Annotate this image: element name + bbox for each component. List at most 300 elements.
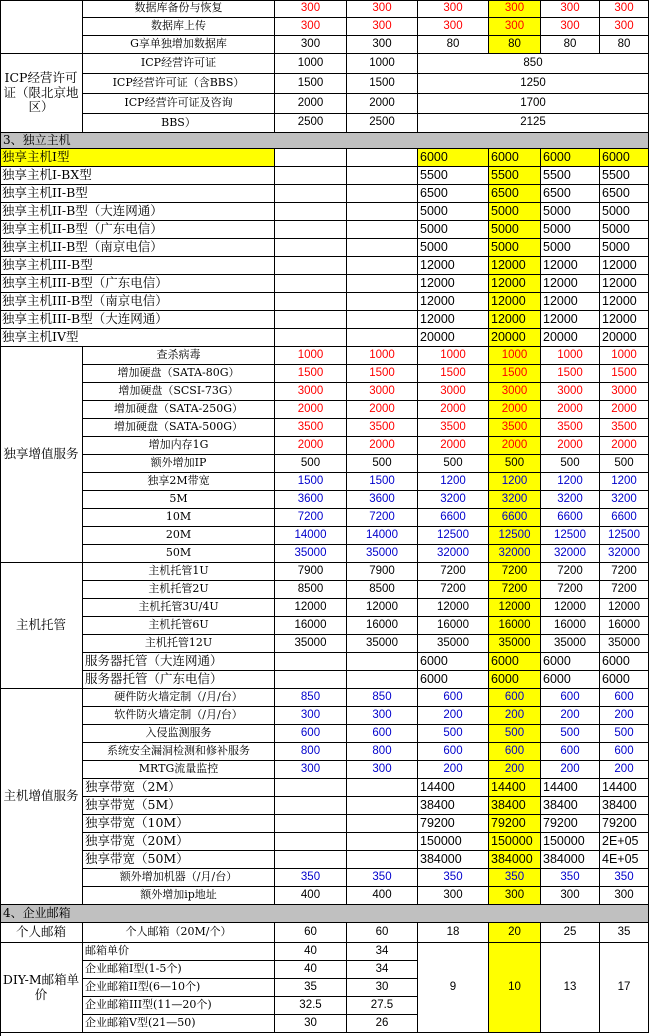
empty-cell [347,149,418,167]
price-cell: 12500 [489,527,541,545]
price-cell: 6000 [418,653,489,671]
price-cell: 500 [418,455,489,473]
price-cell: 3000 [489,383,541,401]
price-cell: 300 [418,887,489,905]
price-cell: 2000 [541,437,600,455]
price-cell: 16000 [541,617,600,635]
price-cell: 300 [347,36,418,54]
row-label: 增加硬盘（SATA-250G） [83,401,275,419]
empty-cell [347,329,418,347]
price-cell: 5000 [541,203,600,221]
empty-cell [347,239,418,257]
row-label: 独享主机III-B型（大连网通） [0,311,275,329]
price-cell: 3000 [541,383,600,401]
price-cell: 300 [347,761,418,779]
price-cell: 350 [600,869,649,887]
empty-cell [275,329,347,347]
price-cell: 800 [275,743,347,761]
price-cell: 150000 [489,833,541,851]
price-cell: 6000 [489,149,541,167]
price-cell: 30 [275,1015,347,1033]
empty-cell [347,851,418,869]
price-cell: 1000 [275,347,347,365]
price-cell: 8500 [275,581,347,599]
price-cell: 7200 [600,581,649,599]
price-cell: 1000 [418,347,489,365]
group-label-host-value-added: 主机增值服务 [0,689,83,905]
price-cell: 300 [541,887,600,905]
row-label: 独享带宽（20M） [83,833,275,851]
price-cell: 800 [347,743,418,761]
price-cell: 200 [600,761,649,779]
price-cell: 200 [418,761,489,779]
row-label: 额外增加ip地址 [83,887,275,905]
row-label: BBS） [83,114,275,133]
price-cell: 35000 [489,635,541,653]
price-cell: 3500 [275,419,347,437]
price-cell: 7200 [418,581,489,599]
price-cell: 150000 [418,833,489,851]
price-cell: 400 [275,887,347,905]
price-cell: 500 [600,455,649,473]
empty-cell [347,797,418,815]
price-cell: 2500 [347,114,418,133]
row-label: 增加硬盘（SATA-500G） [83,419,275,437]
price-cell: 300 [347,707,418,725]
price-cell: 6600 [541,509,600,527]
price-cell: 4E+05 [600,851,649,869]
price-cell: 34 [347,961,418,979]
row-label: 独享带宽（2M） [83,779,275,797]
row-label: 独享主机I型 [0,149,275,167]
price-cell: 850 [347,689,418,707]
price-cell: 12000 [541,599,600,617]
price-cell: 18 [418,923,489,943]
price-cell: 14400 [600,779,649,797]
price-cell: 16000 [418,617,489,635]
price-cell: 2000 [275,437,347,455]
price-cell: 500 [600,725,649,743]
empty-cell [275,851,347,869]
price-cell: 12000 [541,311,600,329]
price-cell: 500 [541,725,600,743]
group-label-icp: ICP经营许可证（限北京地区） [0,54,83,133]
price-cell: 6500 [541,185,600,203]
price-cell: 3500 [347,419,418,437]
price-cell: 300 [489,887,541,905]
price-cell: 1500 [418,365,489,383]
price-cell: 1500 [347,74,418,94]
price-cell: 32000 [418,545,489,563]
price-cell: 79200 [600,815,649,833]
price-cell: 200 [541,707,600,725]
price-cell: 350 [489,869,541,887]
price-cell: 1000 [489,347,541,365]
group-label-personal-mail: 个人邮箱 [0,923,83,943]
price-cell: 500 [489,725,541,743]
price-cell: 14400 [541,779,600,797]
price-cell: 300 [541,18,600,36]
price-cell: 7200 [275,509,347,527]
price-cell: 2000 [347,437,418,455]
row-label: 企业邮箱V型(21—50) [83,1015,275,1033]
empty-cell [347,833,418,851]
price-cell: 600 [489,689,541,707]
price-cell: 5000 [600,239,649,257]
price-cell: 12000 [600,257,649,275]
price-cell: 3500 [541,419,600,437]
row-label: 企业邮箱III型(11—20个) [83,997,275,1015]
diy-merged-price: 9 [418,943,489,1033]
price-cell: 5500 [541,167,600,185]
price-cell: 12000 [418,275,489,293]
price-cell: 350 [418,869,489,887]
price-cell: 6000 [600,149,649,167]
price-cell: 1000 [600,347,649,365]
price-cell: 3000 [275,383,347,401]
price-cell: 5000 [600,203,649,221]
price-cell: 6000 [489,671,541,689]
price-cell: 5000 [489,239,541,257]
row-label: 独享主机III-B型（南京电信） [0,293,275,311]
row-label: 增加硬盘（SCSI-73G） [83,383,275,401]
empty-cell [275,203,347,221]
price-cell: 600 [418,743,489,761]
row-label: 数据库备份与恢复 [83,0,275,18]
price-cell: 12000 [541,293,600,311]
price-cell: 2000 [347,401,418,419]
row-label: 50M [83,545,275,563]
price-cell: 2500 [275,114,347,133]
price-cell: 5000 [541,221,600,239]
row-label: 独享主机II-B型（南京电信） [0,239,275,257]
price-cell: 12000 [541,257,600,275]
price-cell: 1200 [600,473,649,491]
price-cell: 5500 [489,167,541,185]
price-cell: 35000 [347,545,418,563]
price-cell: 5000 [489,203,541,221]
price-cell: 80 [600,36,649,54]
price-cell: 14400 [489,779,541,797]
price-cell: 3600 [275,491,347,509]
price-cell: 2000 [489,437,541,455]
price-cell: 12000 [600,293,649,311]
row-label: MRTG流量监控 [83,761,275,779]
price-cell: 1500 [600,365,649,383]
merged-price-cell: 1250 [418,74,649,94]
price-cell: 60 [275,923,347,943]
price-cell: 80 [418,36,489,54]
price-cell: 600 [541,743,600,761]
price-cell: 14400 [418,779,489,797]
price-cell: 2000 [489,401,541,419]
empty-cell [347,185,418,203]
price-cell: 3200 [418,491,489,509]
price-cell: 8500 [347,581,418,599]
row-label: 独享主机III-B型 [0,257,275,275]
price-cell: 1000 [347,347,418,365]
diy-merged-price: 10 [489,943,541,1033]
price-cell: 1200 [541,473,600,491]
section-header-dedicated-host: 3、独立主机 [0,133,649,149]
price-cell: 6600 [600,509,649,527]
price-cell: 12000 [600,275,649,293]
merged-price-cell: 2125 [418,114,649,133]
row-label: 企业邮箱II型(6—10个) [83,979,275,997]
price-cell: 12000 [541,275,600,293]
empty-cell [347,671,418,689]
price-cell: 79200 [541,815,600,833]
empty-cell [275,149,347,167]
price-cell: 600 [275,725,347,743]
price-cell: 2000 [600,401,649,419]
price-cell: 6500 [418,185,489,203]
price-cell: 16000 [347,617,418,635]
price-cell: 3500 [600,419,649,437]
empty-cell [275,185,347,203]
price-cell: 600 [489,743,541,761]
price-cell: 6500 [600,185,649,203]
row-label: 增加硬盘（SATA-80G） [83,365,275,383]
price-cell: 2E+05 [600,833,649,851]
price-cell: 300 [275,18,347,36]
price-cell: 20000 [489,329,541,347]
price-cell: 30 [347,979,418,997]
price-cell: 25 [541,923,600,943]
row-label: 系统安全漏洞检测和修补服务 [83,743,275,761]
price-cell: 2000 [275,401,347,419]
price-cell: 2000 [275,94,347,114]
price-cell: 5000 [418,239,489,257]
empty-cell [347,257,418,275]
price-cell: 384000 [541,851,600,869]
price-cell: 1500 [347,473,418,491]
price-cell: 1500 [275,74,347,94]
row-label: 独享主机II-B型（大连网通） [0,203,275,221]
row-label: 额外增加IP [83,455,275,473]
empty-cell [275,653,347,671]
price-cell: 5500 [600,167,649,185]
price-cell: 300 [275,707,347,725]
price-cell: 6000 [600,653,649,671]
price-cell: 6000 [489,653,541,671]
price-cell: 300 [418,0,489,18]
price-cell: 20 [489,923,541,943]
price-cell: 200 [489,707,541,725]
price-cell: 1200 [418,473,489,491]
price-cell: 1500 [489,365,541,383]
price-cell: 34 [347,943,418,961]
empty-cell [347,203,418,221]
price-cell: 12000 [489,599,541,617]
price-cell: 35000 [275,635,347,653]
price-cell: 79200 [489,815,541,833]
price-cell: 12000 [600,599,649,617]
price-cell: 2000 [600,437,649,455]
price-cell: 60 [347,923,418,943]
empty-cell [275,311,347,329]
price-cell: 6000 [541,149,600,167]
price-cell: 200 [418,707,489,725]
price-cell: 12000 [489,293,541,311]
empty-cell [347,167,418,185]
price-cell: 38400 [489,797,541,815]
price-cell: 300 [418,18,489,36]
price-cell: 7200 [541,563,600,581]
price-cell: 200 [600,707,649,725]
row-label: G享单独增加数据库 [83,36,275,54]
price-cell: 3200 [541,491,600,509]
price-cell: 850 [275,689,347,707]
price-cell: 38400 [418,797,489,815]
empty-cell [275,221,347,239]
price-cell: 300 [275,761,347,779]
price-cell: 300 [275,36,347,54]
price-cell: 12000 [347,599,418,617]
price-cell: 7200 [347,509,418,527]
price-cell: 12000 [600,311,649,329]
price-cell: 5000 [541,239,600,257]
price-cell: 200 [541,761,600,779]
empty-cell [347,653,418,671]
price-cell: 40 [275,943,347,961]
price-cell: 6000 [541,671,600,689]
price-cell: 1000 [275,54,347,74]
price-cell: 1000 [541,347,600,365]
row-label: 数据库上传 [83,18,275,36]
empty-cell [275,239,347,257]
section-header-enterprise-mail: 4、企业邮箱 [0,905,649,923]
price-cell: 300 [275,0,347,18]
price-cell: 3000 [600,383,649,401]
price-cell: 79200 [418,815,489,833]
price-cell: 500 [418,725,489,743]
price-cell: 32000 [489,545,541,563]
row-label: ICP经营许可证（含BBS） [83,74,275,94]
diy-merged-price: 17 [600,943,649,1033]
row-label: 主机托管3U/4U [83,599,275,617]
price-cell: 350 [275,869,347,887]
price-cell: 350 [541,869,600,887]
price-cell: 35000 [541,635,600,653]
price-cell: 5000 [418,203,489,221]
row-label: 独享主机II-B型 [0,185,275,203]
row-label: 服务器托管（广东电信） [83,671,275,689]
price-cell: 16000 [600,617,649,635]
price-cell: 200 [489,761,541,779]
price-cell: 7200 [541,581,600,599]
price-cell: 300 [600,18,649,36]
price-cell: 6500 [489,185,541,203]
price-cell: 3200 [600,491,649,509]
price-cell: 300 [489,18,541,36]
group-label-host-hosting: 主机托管 [0,563,83,689]
price-cell: 3500 [489,419,541,437]
row-label: ICP经营许可证 [83,54,275,74]
empty-cell [347,221,418,239]
price-cell: 6000 [418,671,489,689]
price-cell: 3500 [418,419,489,437]
price-cell: 3200 [489,491,541,509]
price-cell: 1000 [347,54,418,74]
merged-price-cell: 1700 [418,94,649,114]
row-label: 软件防火墙定制（/月/台） [83,707,275,725]
row-label: 独享带宽（10M） [83,815,275,833]
empty-cell [347,275,418,293]
price-cell: 6600 [418,509,489,527]
price-cell: 12500 [418,527,489,545]
empty-cell [275,293,347,311]
price-cell: 35000 [418,635,489,653]
row-label: 额外增加机器（/月/台） [83,869,275,887]
price-cell: 80 [489,36,541,54]
price-cell: 2000 [418,437,489,455]
price-cell: 20000 [541,329,600,347]
price-cell: 300 [541,0,600,18]
price-cell: 20000 [600,329,649,347]
price-cell: 150000 [541,833,600,851]
price-cell: 1500 [541,365,600,383]
empty-cell [347,779,418,797]
price-cell: 3000 [418,383,489,401]
row-label: 独享主机I-BX型 [0,167,275,185]
price-cell: 12000 [418,293,489,311]
price-cell: 500 [541,455,600,473]
price-cell: 1500 [275,365,347,383]
price-cell: 600 [600,743,649,761]
price-cell: 14000 [275,527,347,545]
price-cell: 7200 [418,563,489,581]
row-label: 服务器托管（大连网通） [83,653,275,671]
row-label: 硬件防火墙定制（/月/台） [83,689,275,707]
price-cell: 300 [347,18,418,36]
price-cell: 300 [600,887,649,905]
empty-cell [347,815,418,833]
row-label: 独享带宽（5M） [83,797,275,815]
empty-cell [347,311,418,329]
price-cell: 500 [489,455,541,473]
price-cell: 6600 [489,509,541,527]
price-cell: 38400 [541,797,600,815]
price-cell: 12000 [418,257,489,275]
price-cell: 12000 [489,275,541,293]
empty-cell [275,671,347,689]
price-cell: 16000 [489,617,541,635]
price-cell: 384000 [418,851,489,869]
price-cell: 35000 [600,635,649,653]
price-cell: 6000 [541,653,600,671]
price-cell: 300 [347,0,418,18]
row-label: 独享主机II-B型（广东电信） [0,221,275,239]
row-label: 企业邮箱I型(1-5个) [83,961,275,979]
price-cell: 500 [275,455,347,473]
price-cell: 384000 [489,851,541,869]
row-label: 主机托管6U [83,617,275,635]
price-cell: 12000 [418,599,489,617]
price-cell: 300 [489,0,541,18]
row-label: 5M [83,491,275,509]
row-label: ICP经营许可证及咨询 [83,94,275,114]
price-cell: 3000 [347,383,418,401]
row-label: 入侵监测服务 [83,725,275,743]
price-cell: 12000 [489,311,541,329]
price-cell: 7900 [347,563,418,581]
row-label: 个人邮箱（20M/个） [83,923,275,943]
row-label: 独享带宽（50M） [83,851,275,869]
row-label: 邮箱单价 [83,943,275,961]
price-cell: 600 [347,725,418,743]
price-cell: 7900 [275,563,347,581]
